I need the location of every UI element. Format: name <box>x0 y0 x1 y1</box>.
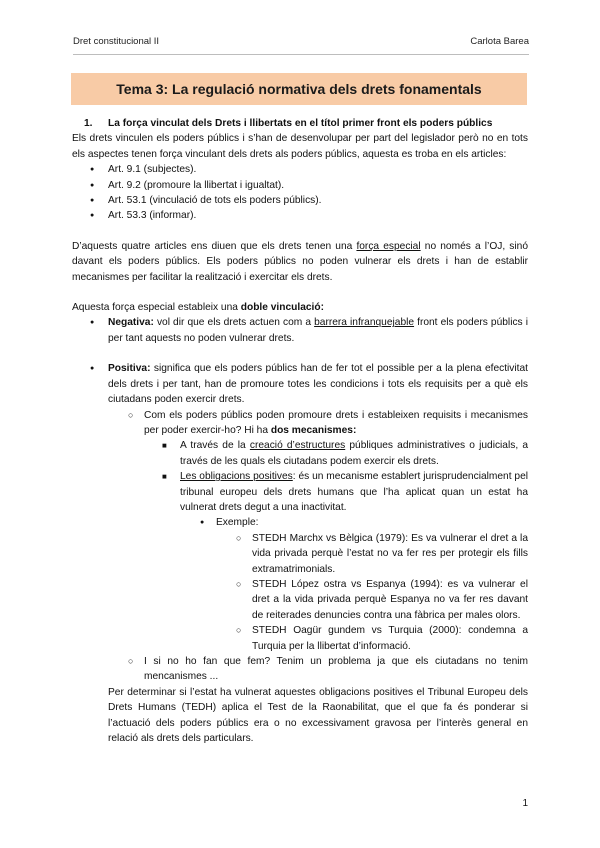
list-item: ○ STEDH López ostra vs Espanya (1994): es va vulnerar el dret a la vida privada perquè Espanya no va fer res davant de reiterades denuncies contra una fàbrica per males olors. <box>72 577 528 623</box>
list-item: ● Exemple: <box>72 515 528 530</box>
sublist-mecanismes <box>72 408 528 439</box>
underlined-term: barrera infranquejable <box>314 317 415 329</box>
header-author: Carlota Barea <box>470 36 529 47</box>
examples-list <box>72 531 528 654</box>
underlined-term: creació d’estructures <box>249 440 346 452</box>
vinculacio-list-2 <box>72 361 528 407</box>
list-item: ■ Les obligacions positives: és un mecanisme establert jurisprudencialment pel tribunal europeu dels drets humans que l’ha aplicat quan un estat ha vulnerat drets degut a una inactivitat. <box>72 469 528 515</box>
intro-paragraph: Els drets vinculen els poders públics i s’han de desenvolupar per part del legislador però no en tots els aspectes tenen força vinculant dels drets als poders públics, aquesta es troba en els articles: <box>72 133 528 160</box>
page-number: 1 <box>522 798 528 809</box>
list-item: ○ STEDH Marchx vs Bèlgica (1979): Es va vulnerar el dret a la vida privada perquè l’estat no va fer res per protegir els fills extramatrimonials. <box>72 531 528 577</box>
list-item: ● Art. 53.3 (informar). <box>72 208 528 223</box>
underlined-term: força especial <box>356 240 421 252</box>
final-paragraph: Per determinar si l’estat ha vulnerat aquestes obligacions positives el Tribunal Europeu dels Drets Humans (TEDH) aplica el Test de la Raonabilitat, que el que fa és ponderar si l’actuació dels poders públics era o no excessivament gravosa per l’interès general en relació als drets dels particulars. <box>108 686 528 745</box>
vinculacio-list <box>72 315 528 346</box>
paragraph-forca-especial: D’aquests quatre articles ens diuen que els drets tenen una força especial no només a l’OJ, sinó davant els poders públics. Els poders públics no poden vulnerar els drets i han de establir mecanismes per facilitar la realització i exercitar els drets. <box>72 240 528 283</box>
header-divider <box>73 54 529 55</box>
list-item: ○ Com els poders públics poden promoure drets i estableixen requisits i mecanismes per poder exercir-ho? Hi ha dos mecanismes: <box>72 408 528 439</box>
exemple-list <box>72 515 528 530</box>
list-item-negativa: ● Negativa: vol dir que els drets actuen com a barrera infranquejable front els poders públics i per tant aquests no poden vulnerar drets. <box>72 315 528 346</box>
title-box <box>71 73 527 105</box>
list-item-positiva: ● Positiva: significa que els poders públics han de fer tot el possible per a la plena efectivitat dels drets i per tant, han de promoure totes les condicions i tots els requisits per a què els ciutadans poden exercir drets. <box>72 361 528 407</box>
list-item: ■ A través de la creació d’estructures públiques administratives o judicials, a través de les quals els ciutadans podem exercir els drets. <box>72 438 528 469</box>
mechanisms-list <box>72 438 528 515</box>
document-body <box>72 116 528 746</box>
list-item: ● Art. 9.2 (promoure la llibertat i igualtat). <box>72 178 528 193</box>
section-number: 1. <box>84 118 93 129</box>
paragraph-doble-vinculacio: Aquesta força especial estableix una doble vinculació: <box>72 302 324 314</box>
header-course: Dret constitucional II <box>73 36 160 47</box>
page-title: Tema 3: La regulació normativa dels drets fonamentals <box>116 81 482 97</box>
sublist-problema <box>72 654 528 685</box>
underlined-term: Les obligacions positives <box>180 471 293 483</box>
section-heading <box>84 116 528 131</box>
articles-list <box>72 162 528 224</box>
list-item: ○ I si no ho fan que fem? Tenim un problema ja que els ciutadans no tenim mencanismes ... <box>72 654 528 685</box>
list-item: ● Art. 9.1 (subjectes). <box>72 162 528 177</box>
section-title: La força vinculat dels Drets i llibertats en el títol primer front els poders públics <box>108 118 493 129</box>
list-item: ○ STEDH Oagür gundem vs Turquia (2000): condemna a Turquia per la llibertat d’informació. <box>72 623 528 654</box>
list-item: ● Art. 53.1 (vinculació de tots els poders públics). <box>72 193 528 208</box>
